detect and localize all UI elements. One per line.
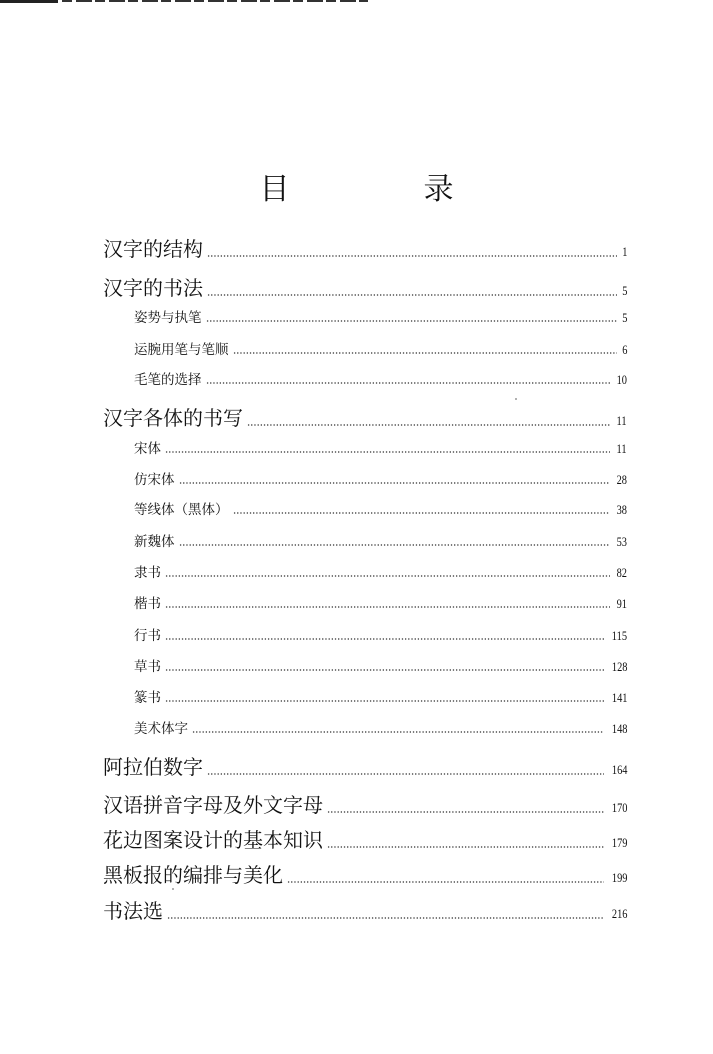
toc-entry <box>134 498 627 518</box>
toc-entry-page-number: 1 <box>621 244 627 259</box>
dot-leader <box>179 482 611 484</box>
toc-entry-title: 隶书 <box>134 565 161 581</box>
toc-entry-title: 美术体字 <box>134 721 188 737</box>
dot-leader <box>165 575 610 577</box>
toc-entry <box>134 338 627 358</box>
scan-speck <box>172 888 174 890</box>
toc-entry <box>134 717 627 737</box>
toc-entry-page-number: 10 <box>616 372 627 387</box>
toc-entry <box>134 437 627 457</box>
toc-entry <box>103 233 627 262</box>
dot-leader <box>179 544 611 546</box>
toc-entry-page-number: 164 <box>611 762 627 777</box>
toc-entry-page-number: 6 <box>621 342 627 357</box>
toc-entry <box>103 895 627 924</box>
toc-entry-page-number: 141 <box>611 690 627 705</box>
toc-entry <box>103 402 627 431</box>
toc-entry-page-number: 82 <box>616 565 627 580</box>
toc-entry-page-number: 5 <box>621 283 627 298</box>
toc-entry <box>134 561 627 581</box>
toc-entry-title: 汉语拼音字母及外文字母 <box>103 793 323 817</box>
dot-leader <box>206 382 611 384</box>
dot-leader <box>207 255 617 257</box>
toc-entry-title: 宋体 <box>134 441 161 457</box>
toc-entry-page-number: 28 <box>616 472 627 487</box>
toc-entry <box>134 686 627 706</box>
toc-entry-title: 姿势与执笔 <box>134 310 202 326</box>
dot-leader <box>165 700 604 702</box>
dot-leader <box>327 846 604 848</box>
dot-leader <box>233 512 611 514</box>
toc-entry-page-number: 216 <box>611 906 627 921</box>
toc-entry <box>134 368 627 388</box>
dot-leader <box>167 917 604 919</box>
toc-entry-page-number: 53 <box>616 534 627 549</box>
toc-entry-title: 新魏体 <box>134 534 175 550</box>
dot-leader <box>207 773 604 775</box>
toc-entry-page-number: 115 <box>611 628 627 643</box>
dot-leader <box>165 451 610 453</box>
toc-entry <box>134 530 627 550</box>
scan-speck <box>515 398 517 400</box>
dot-leader <box>165 669 604 671</box>
toc-entry-title: 草书 <box>134 659 161 675</box>
toc-entry-page-number: 179 <box>611 835 627 850</box>
toc-entry-title: 花边图案设计的基本知识 <box>103 828 323 852</box>
toc-entry <box>103 824 627 853</box>
toc-entry-title: 黑板报的编排与美化 <box>103 863 283 887</box>
toc-entry <box>134 624 627 644</box>
toc-entry-page-number: 5 <box>621 310 627 325</box>
toc-entry-page-number: 11 <box>616 441 627 456</box>
dot-leader <box>327 811 604 813</box>
toc-entry-title: 阿拉伯数字 <box>103 755 203 779</box>
dot-leader <box>247 424 610 426</box>
toc-entry-page-number: 199 <box>611 870 627 885</box>
dot-leader <box>207 294 617 296</box>
dot-leader <box>165 606 610 608</box>
toc-entry <box>103 859 627 888</box>
toc-entry-page-number: 170 <box>611 800 627 815</box>
toc-entry <box>103 272 627 301</box>
toc-entry-title: 书法选 <box>103 899 163 923</box>
dot-leader <box>165 638 604 640</box>
toc-entry-title: 篆书 <box>134 690 161 706</box>
dot-leader <box>233 352 617 354</box>
toc-entry <box>103 751 627 780</box>
toc-entry <box>134 306 627 326</box>
toc-entry-title: 楷书 <box>134 596 161 612</box>
toc-entry-page-number: 91 <box>616 596 627 611</box>
toc-entry-title: 汉字的书法 <box>103 276 203 300</box>
toc-entry-title: 毛笔的选择 <box>134 372 202 388</box>
toc-entry-page-number: 11 <box>616 413 627 428</box>
toc-entry-page-number: 148 <box>611 721 627 736</box>
toc-entry <box>134 592 627 612</box>
toc-entry <box>134 468 627 488</box>
toc-entry <box>103 789 627 818</box>
toc-entry-title: 运腕用笔与笔顺 <box>134 342 229 358</box>
toc-entry-title: 汉字各体的书写 <box>103 406 243 430</box>
toc-entry-page-number: 128 <box>611 659 627 674</box>
toc-entry-title: 汉字的结构 <box>103 237 203 261</box>
toc-entry <box>134 655 627 675</box>
page-title: 目 录 <box>259 172 506 208</box>
dot-leader <box>287 881 604 883</box>
toc-entry-page-number: 38 <box>616 502 627 517</box>
toc-entry-title: 行书 <box>134 628 161 644</box>
dot-leader <box>206 320 617 322</box>
toc-entry-title: 仿宋体 <box>134 472 175 488</box>
toc-entry-title: 等线体（黑体） <box>134 502 229 518</box>
dot-leader <box>192 731 604 733</box>
